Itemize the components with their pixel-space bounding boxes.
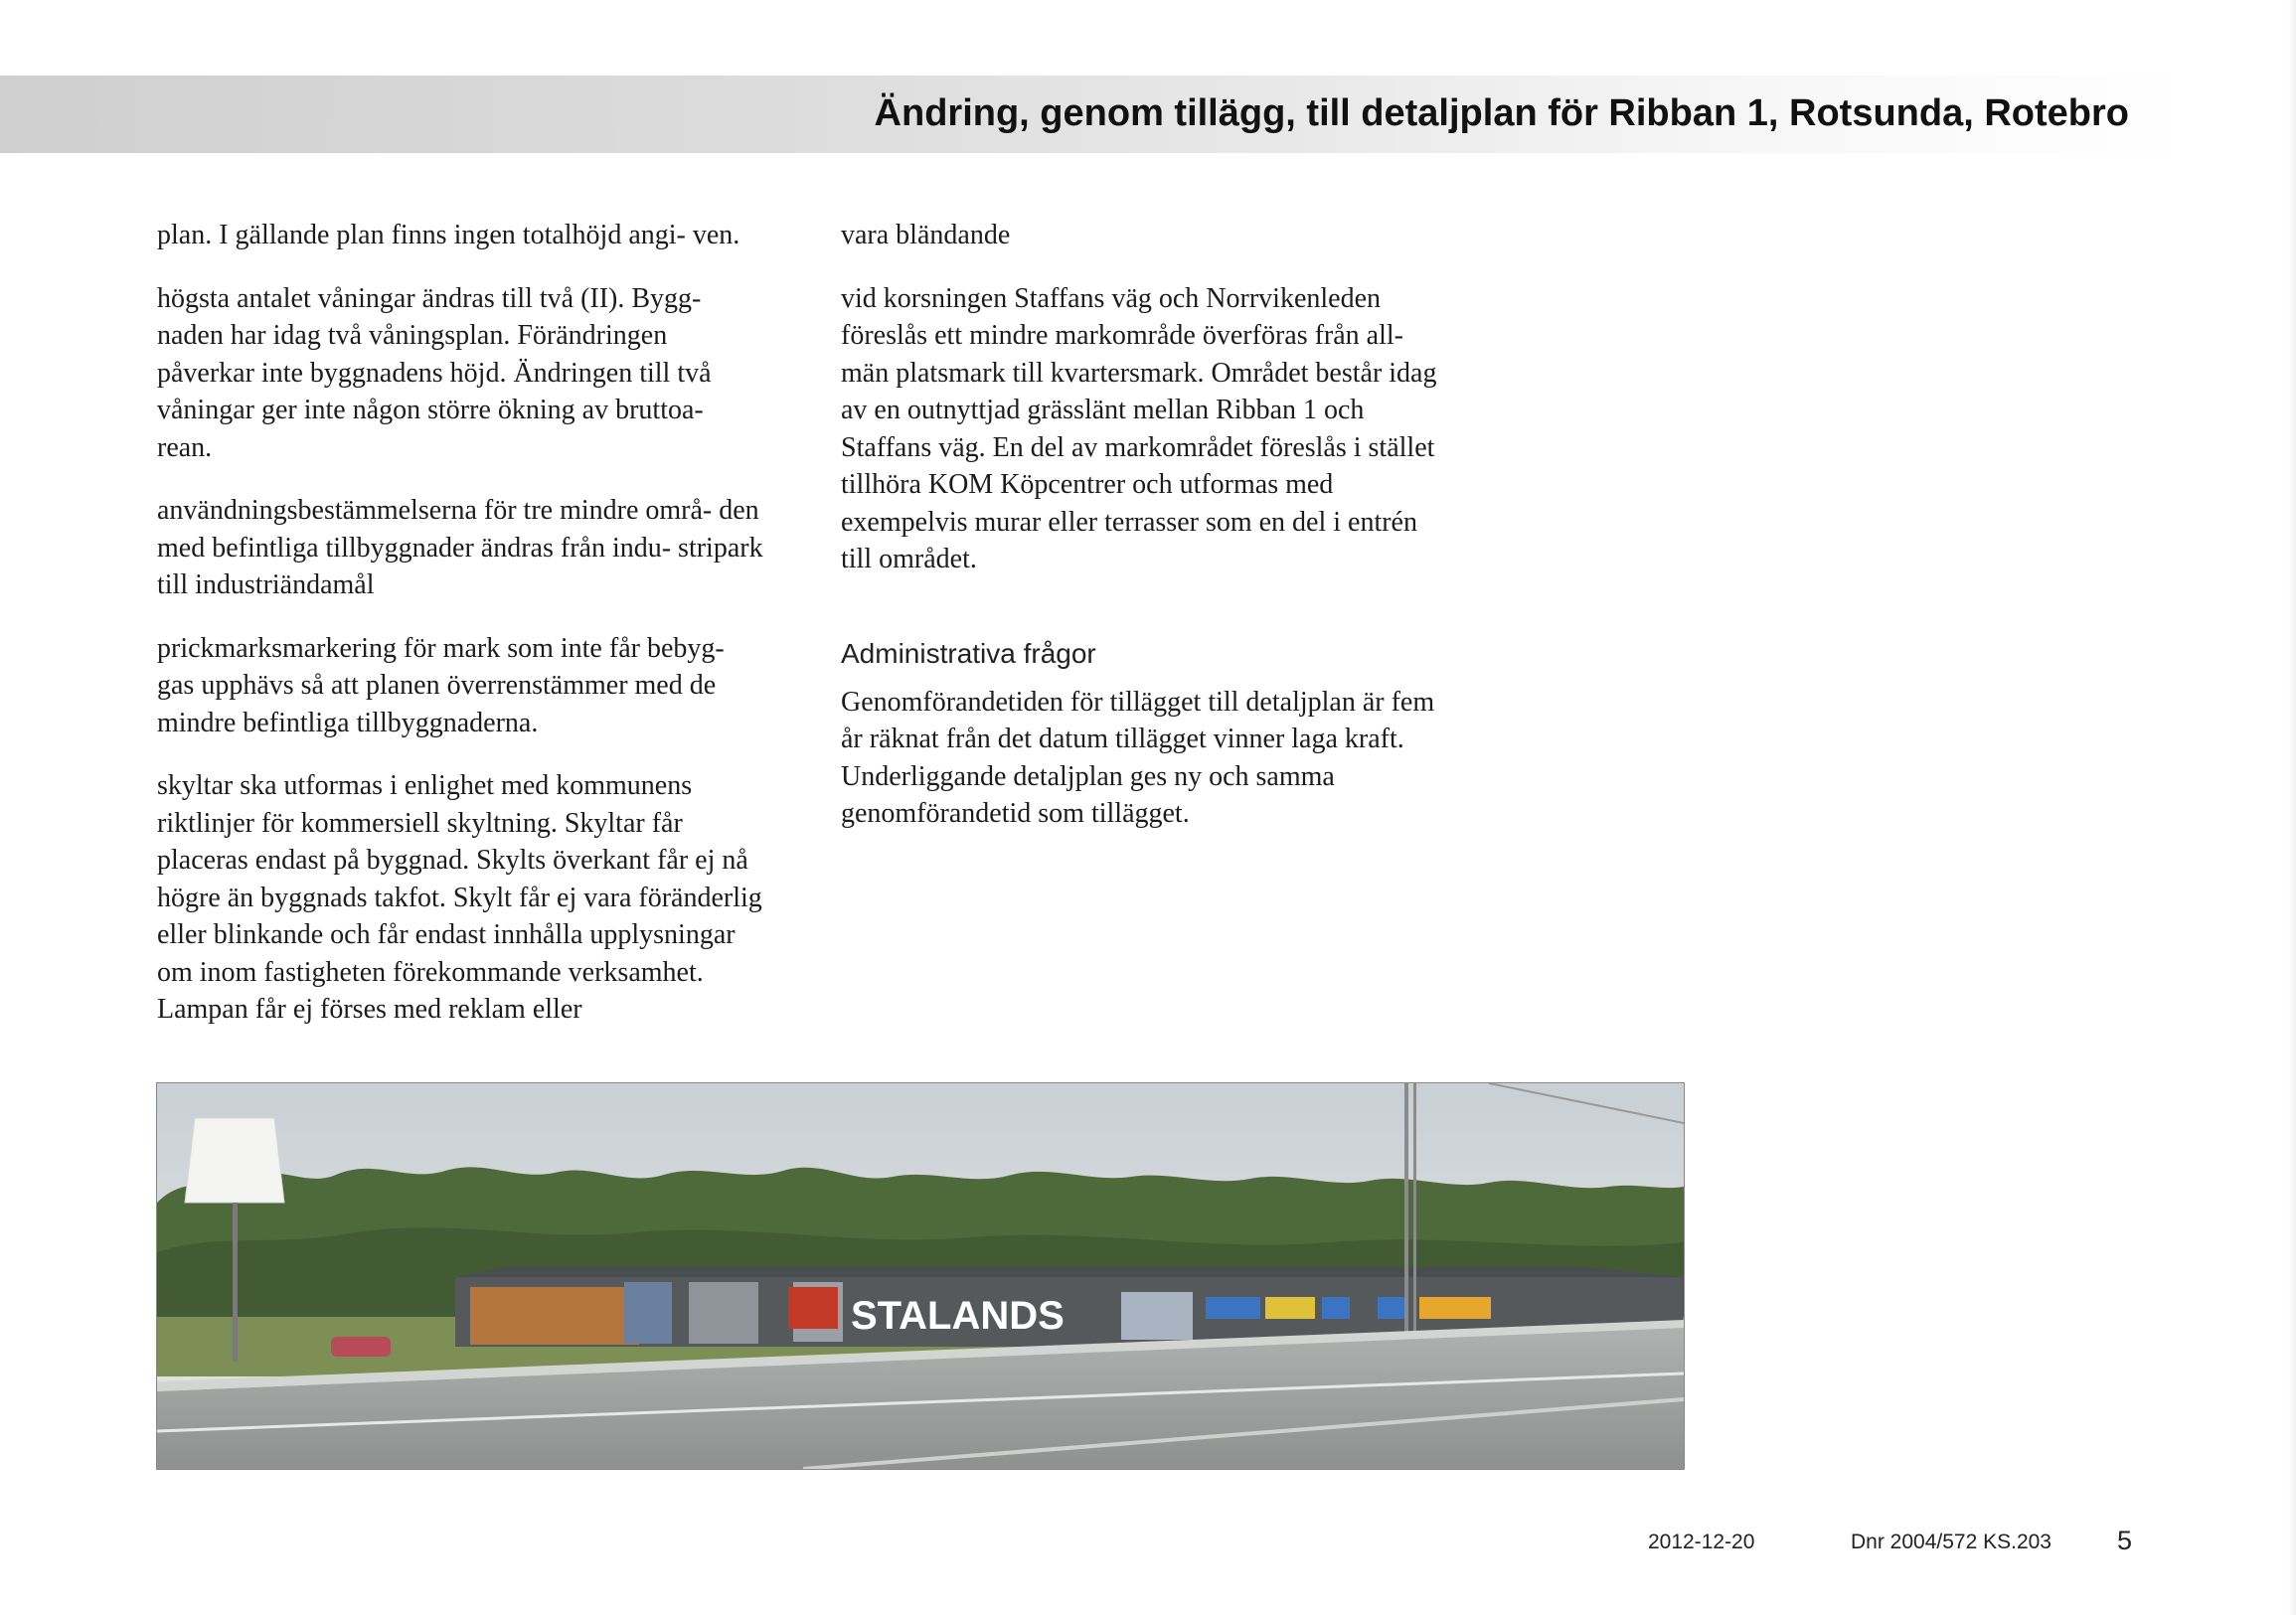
- tenant-sign: [1206, 1297, 1260, 1319]
- facade-wood: [470, 1287, 639, 1345]
- footer-dnr: Dnr 2004/572 KS.203: [1851, 1531, 2051, 1553]
- facade-glass: [1121, 1292, 1193, 1340]
- lamp-shade: [185, 1118, 284, 1203]
- paragraph: vara bländande: [841, 220, 1011, 250]
- car: [331, 1337, 391, 1357]
- tenant-sign: [1419, 1297, 1491, 1319]
- sign-red: [788, 1287, 838, 1329]
- shopping-center-photo: [156, 1082, 1685, 1470]
- building-roof: [455, 1267, 1683, 1277]
- facade-panel: [689, 1282, 758, 1344]
- tenant-sign: [1378, 1297, 1405, 1319]
- facade-window: [624, 1282, 672, 1344]
- tenant-sign: [1265, 1297, 1315, 1319]
- right-column: [841, 217, 1437, 859]
- paragraph: högsta antalet våningar ändras till två (II). Bygg- naden har idag två våningsplan. Förändringen påverkar inte byggnadens höjd. Ändringen till två våningar ger inte någon större ökning av bruttoa- rean.: [157, 282, 712, 463]
- lamp-pole: [233, 1203, 238, 1362]
- paragraph: prickmarksmarkering för mark som inte får bebyg- gas upphävs så att planen överrenstämmer med de mindre befintliga tillbyggnaderna.: [157, 632, 725, 738]
- page-edge: [2288, 0, 2296, 1615]
- footer-date: 2012-12-20: [1648, 1531, 1755, 1553]
- tenant-sign: [1322, 1297, 1350, 1319]
- paragraph: vid korsningen Staffans väg och Norrvikenleden föreslås ett mindre markområde överföras från all- män platsmark till kvartersmark. Området består idag av en outnyttjad grässlänt mellan Ribban 1 och Staffans väg. En del av markområdet föreslås i stället tillhöra KOM Köpcentrer och utformas med exempelvis murar eller terrasser som en del i entrén till området.: [841, 282, 1437, 574]
- paragraph: användningsbestämmelserna för tre mindre områ- den med befintliga tillbyggnader ändras från indu- stripark till industriändamål: [157, 495, 763, 600]
- section-heading: Administrativa frågor: [841, 637, 1096, 669]
- photo-illustration: [157, 1083, 1684, 1469]
- page-number: 5: [2117, 1526, 2133, 1555]
- left-column: [157, 217, 763, 1054]
- paragraph: Genomförandetiden för tillägget till detaljplan är fem år räknat från det datum tillägget vinner laga kraft. Underliggande detaljplan ges ny och samma genomförandetid som tillägget.: [841, 686, 1435, 829]
- store-sign: STALANDS: [851, 1294, 1065, 1338]
- page-title: Ändring, genom tillägg, till detaljplan för Ribban 1, Rotsunda, Rotebro: [874, 92, 2129, 134]
- paragraph: skyltar ska utformas i enlighet med kommunens riktlinjer för kommersiell skyltning. Skyltar får placeras endast på byggnad. Skylts överkant får ej nå högre än byggnads takfot. Skylt får ej vara föränderlig eller blinkande och får endast innhålla upplysningar om inom fastigheten förekommande verksamhet. Lampan får ej förses med reklam eller: [157, 770, 762, 1025]
- paragraph: plan. I gällande plan finns ingen totalhöjd angi- ven.: [157, 220, 740, 250]
